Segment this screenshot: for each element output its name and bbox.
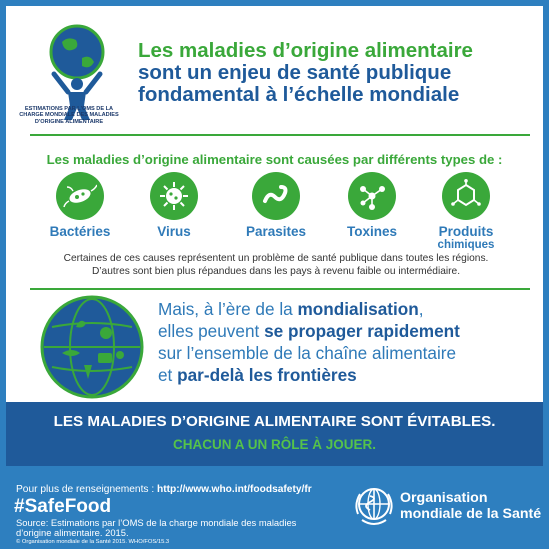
divider [30, 134, 530, 136]
bacteria-icon [63, 179, 97, 213]
note-line-2: D’autres sont bien plus répandues dans les pays à revenu faible ou intermédiaire. [91, 266, 461, 277]
logo-caption: ESTIMATIONS PAR L'OMS DE LA CHARGE MONDIALE DES MALADIES D'ORIGINE ALIMENTAIRE [19, 106, 119, 125]
keyword-propager: se propager rapidement [264, 321, 460, 341]
virus-icon [157, 179, 191, 213]
cause-chemicals [422, 172, 510, 251]
note-line-1: Certaines de ces causes représentent un problème de santé publique dans toutes les régions. [63, 253, 489, 264]
cause-label: Bactéries [49, 224, 111, 239]
headline-line-1: Les maladies d’origine alimentaire [138, 39, 473, 62]
more-info [16, 484, 312, 495]
cause-label: Virus [157, 224, 191, 239]
cause-virus [130, 172, 218, 239]
organization-name: Organisation mondiale de la Santé [400, 490, 542, 522]
banner-line-2: CHACUN A UN RÔLE À JOUER. [172, 437, 376, 452]
banner-line-1: LES MALADIES D’ORIGINE ALIMENTAIRE SONT ÉVITABLES. [53, 413, 496, 430]
parasite-worm-icon [259, 179, 293, 213]
chemical-molecule-icon [449, 179, 483, 213]
causes-note [26, 252, 526, 278]
cause-label: Toxines [346, 224, 397, 239]
copyright: © Organisation mondiale de la Santé 2015. WHO/FOS/15.3 [16, 539, 170, 545]
hashtag: #SafeFood [14, 496, 112, 517]
headline-line-2: sont un enjeu de santé publique [138, 61, 452, 84]
more-info-link[interactable]: http://www.who.int/foodsafety/fr [157, 484, 312, 495]
causes-title: Les maladies d’origine alimentaire sont causées par différents types de : [46, 152, 503, 167]
prevention-banner [6, 402, 543, 466]
page-title [138, 40, 538, 106]
infographic-card [6, 6, 543, 466]
divider [30, 288, 530, 290]
global-line-2: elles peuvent se propager rapidement [158, 321, 460, 341]
cause-bacteria [36, 172, 124, 239]
food-globe-icon [40, 295, 144, 399]
headline-line-3: fondamental à l’échelle mondiale [138, 83, 460, 106]
cause-toxins [328, 172, 416, 239]
globalization-message [158, 298, 538, 386]
cause-label-line-2: chimiques [437, 239, 495, 251]
global-line-3: sur l’ensemble de la chaîne alimentaire [158, 343, 457, 363]
keyword-mondialisation: mondialisation [297, 299, 419, 319]
toxin-molecule-icon [355, 179, 389, 213]
cause-label: Parasites [245, 224, 307, 239]
more-info-label: Pour plus de renseignements : [16, 484, 155, 495]
global-line-1: Mais, à l’ère de la mondialisation, [158, 299, 424, 319]
cause-label: Produits [438, 224, 494, 239]
keyword-frontieres: par-delà les frontières [177, 365, 357, 385]
cause-parasites [232, 172, 320, 239]
source-citation: Source: Estimations par l’OMS de la charge mondiale des maladies d’origine alimentaire. 2015. [16, 517, 297, 538]
global-line-4: et par-delà les frontières [158, 365, 357, 385]
who-emblem-icon [352, 484, 396, 532]
